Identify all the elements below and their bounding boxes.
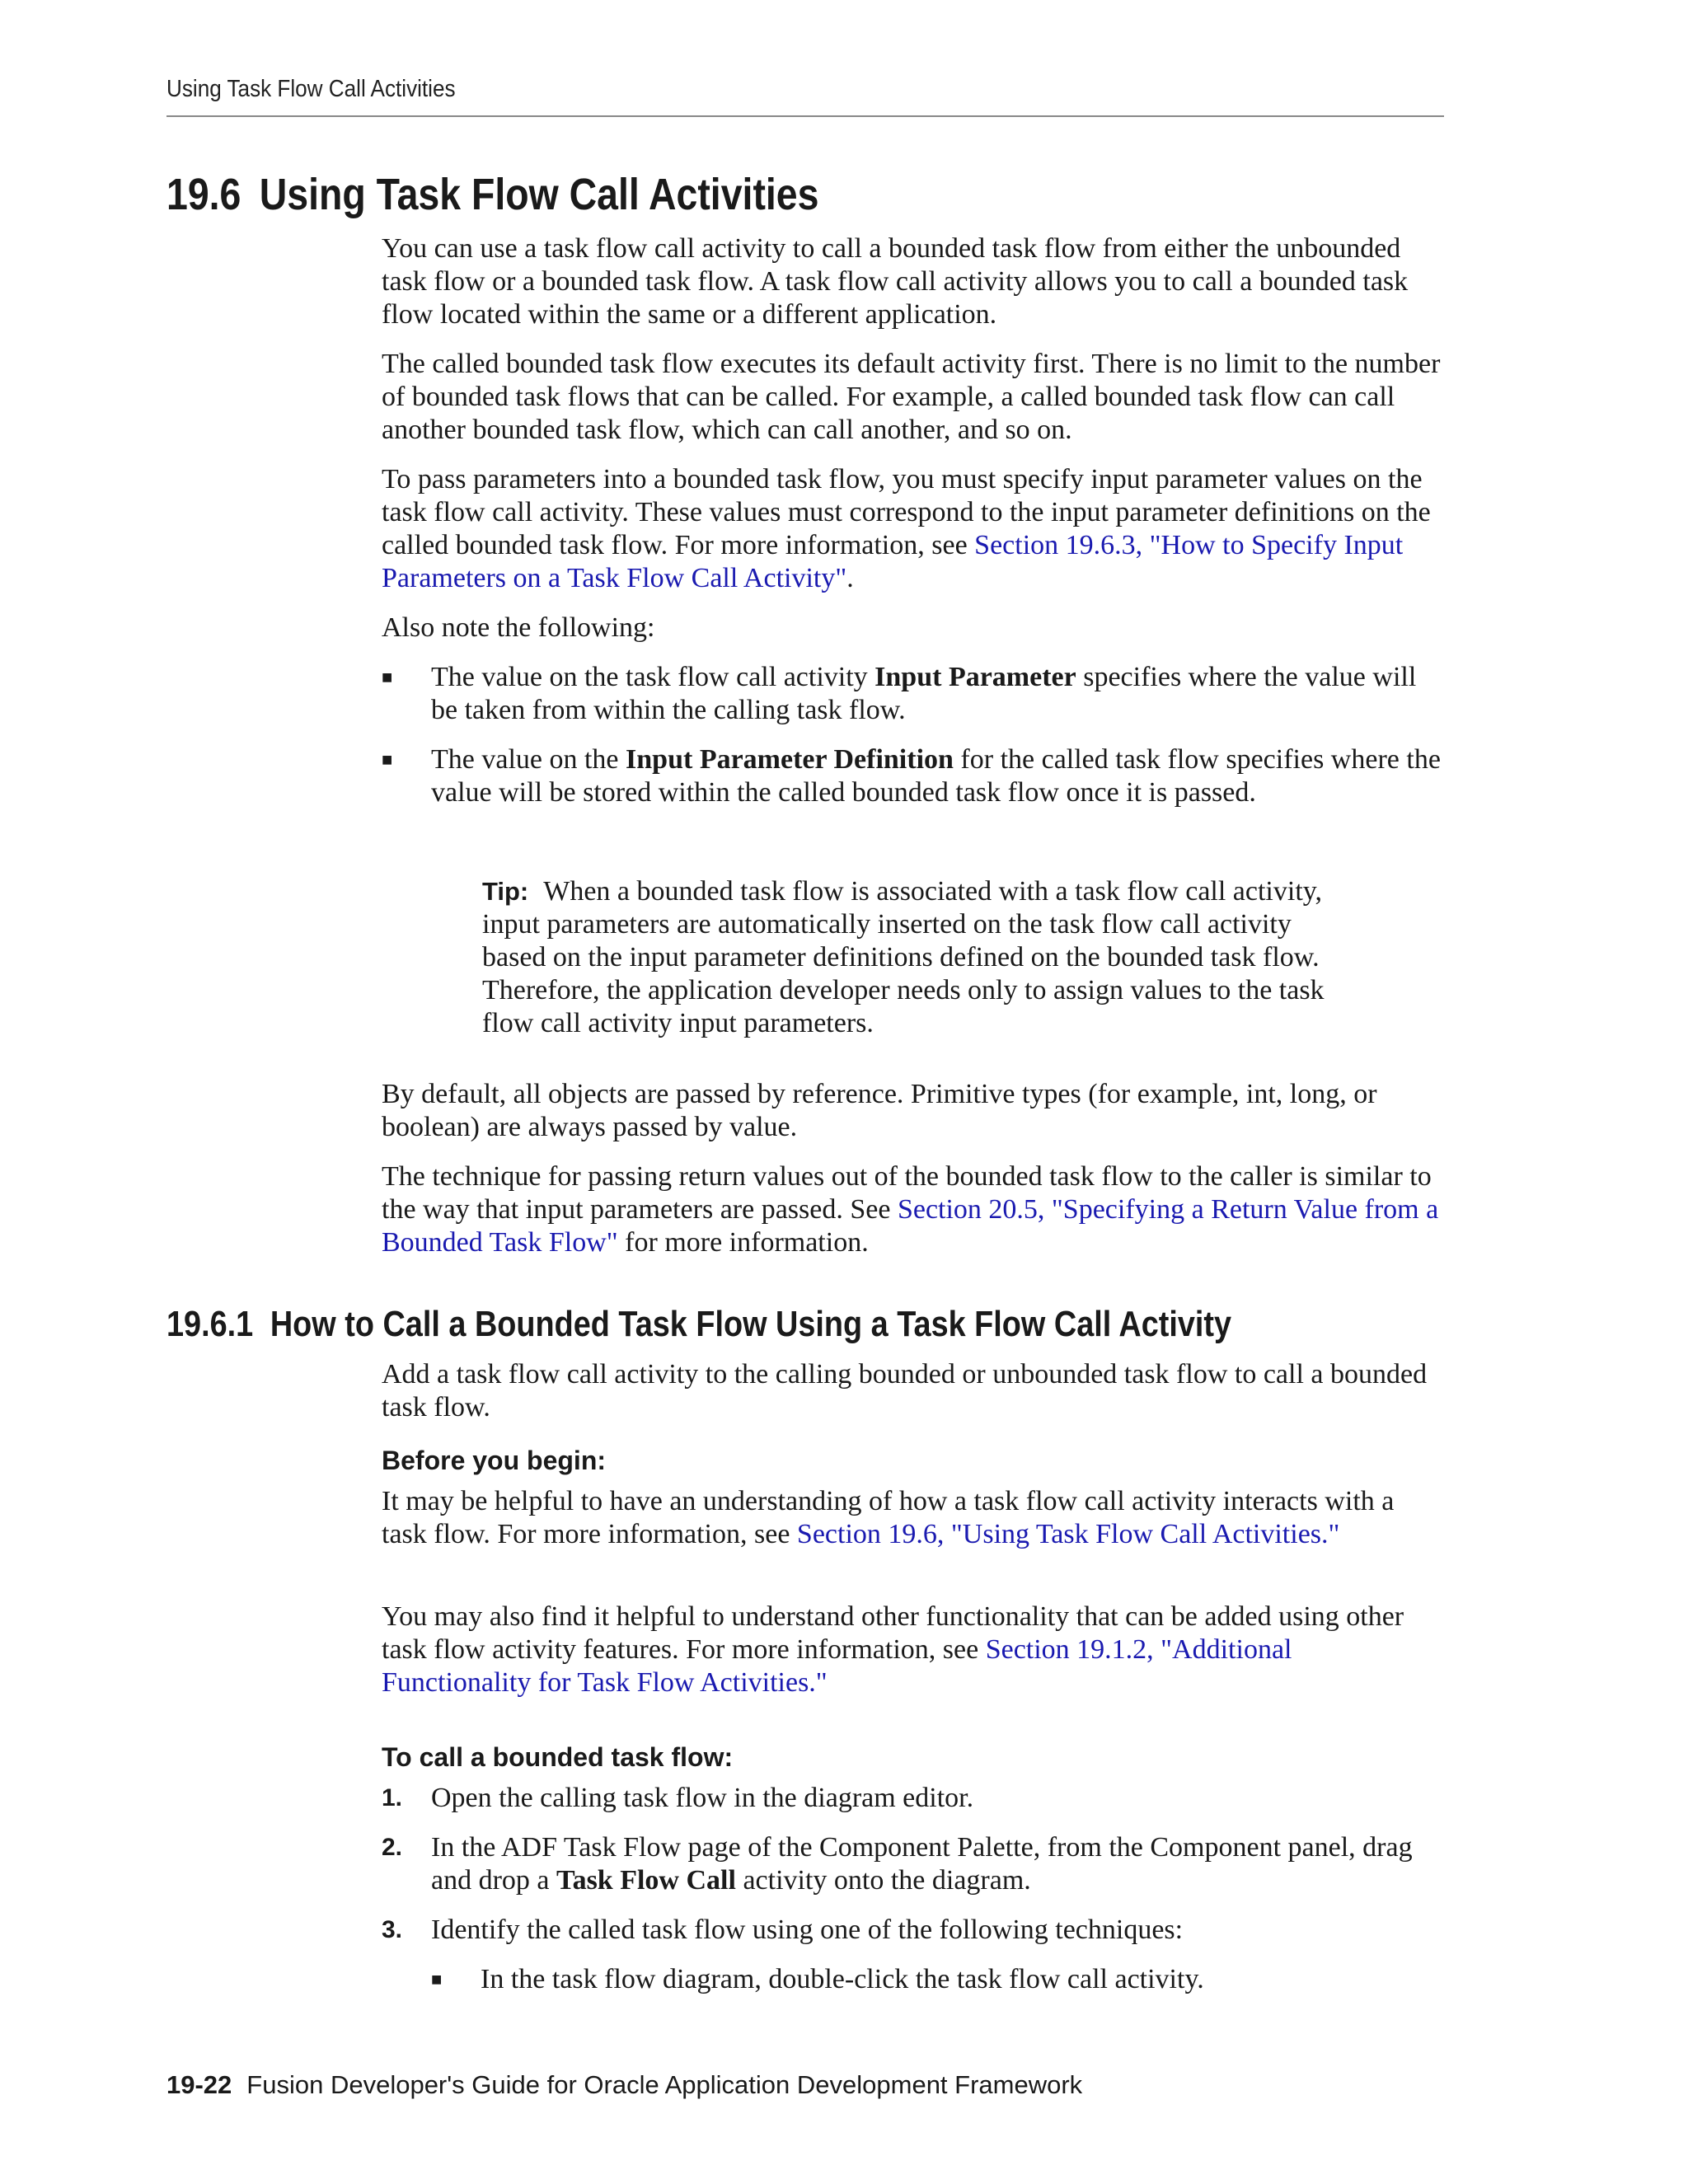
paragraph-text: Add a task flow call activity to the calling bounded or unbounded task flow to call a bounded task flow.	[382, 1359, 1428, 1422]
bullet-icon: ■	[382, 749, 393, 770]
tip-label: Tip:	[482, 877, 529, 906]
book-title: Fusion Developer's Guide for Oracle Application Development Framework	[246, 2070, 1083, 2099]
procedure-sub-bullet	[431, 1963, 1494, 1996]
bullet-text: In the task flow diagram, double-click the task flow call activity.	[481, 1964, 1204, 1994]
paragraph-text: By default, all objects are passed by reference. Primitive types (for example, int, long, or boolean) are always passed by value.	[382, 1079, 1377, 1142]
bullet-text: for the called task flow specifies where the value will be stored within the called bounded task flow once it is passed.	[431, 744, 1441, 808]
page-footer	[166, 2070, 1082, 2100]
step-bold-term: Task Flow Call	[556, 1865, 736, 1896]
tip-note	[482, 875, 1356, 1040]
paragraph-return-values	[382, 1160, 1445, 1259]
procedure-step-2	[382, 1831, 1445, 1897]
subsection-number: 19.6.1	[166, 1304, 254, 1344]
before-you-begin-heading	[382, 1444, 1445, 1477]
intro-paragraph-2	[382, 348, 1445, 447]
bullet-text: specifies where the value will be taken from within the calling task flow.	[431, 662, 1417, 725]
section-heading	[166, 169, 818, 220]
step-number: 2.	[382, 1834, 403, 1861]
bullet-text: The value on the task flow call activity	[431, 662, 875, 692]
bullet-icon: ■	[382, 667, 393, 687]
subsection-paragraph-2	[382, 1485, 1445, 1551]
intro-paragraph-3	[382, 463, 1445, 595]
paragraph-text: It may be helpful to have an understanding of how a task flow call activity interacts with a task flow. For more information, see	[382, 1486, 1395, 1549]
note-intro	[382, 612, 1445, 644]
bullet-bold-term: Input Parameter Definition	[626, 744, 954, 775]
paragraph-text: To pass parameters into a bounded task flow, you must specify input parameter values on the task flow call activity. These values must correspond to the input parameter definitions on the called bounded task flow. For more information, see	[382, 464, 1431, 560]
paragraph-text: The called bounded task flow executes its default activity first. There is no limit to the number of bounded task flows that can be called. For example, a called bounded task flow can call another bounded task flow, which can call another, and so on.	[382, 349, 1441, 445]
paragraph-pass-by-reference	[382, 1078, 1445, 1144]
step-text: Open the calling task flow in the diagram editor.	[431, 1783, 974, 1813]
link-section-19-1-2[interactable]: Section 19.1.2, "Additional Functionality for Task Flow Activities."	[382, 1634, 1292, 1698]
bullet-bold-term: Input Parameter	[874, 662, 1076, 692]
subsection-paragraph-3	[382, 1601, 1445, 1699]
tip-text: When a bounded task flow is associated with a task flow call activity, input parameters are automatically inserted on the task flow call activity based on the input parameter definitions defined on the bounded task flow. Therefore, the application developer needs only to assign values to the task flow call activity input parameters.	[482, 876, 1325, 1038]
link-section-19-6-3[interactable]: Section 19.6.3, "How to Specify Input Parameters on a Task Flow Call Activity"	[382, 530, 1404, 593]
procedure-step-1	[382, 1782, 1445, 1815]
intro-paragraph-1	[382, 232, 1445, 331]
paragraph-text: for more information.	[617, 1227, 869, 1258]
step-text: In the ADF Task Flow page of the Component Palette, from the Component panel, drag and drop a	[431, 1832, 1413, 1896]
bullet-icon: ■	[431, 1969, 443, 1990]
section-number: 19.6	[166, 170, 241, 219]
step-number: 3.	[382, 1916, 403, 1943]
bullet-item	[382, 743, 1445, 809]
paragraph-text: You may also find it helpful to understand other functionality that can be added using other task flow activity features. For more information, see	[382, 1601, 1404, 1665]
subsection-heading	[166, 1304, 1231, 1345]
paragraph-text: The technique for passing return values out of the bounded task flow to the caller is similar to the way that input parameters are passed. See	[382, 1161, 1432, 1225]
procedure-step-3	[382, 1914, 1445, 1947]
subhead-text: To call a bounded task flow:	[382, 1742, 734, 1772]
paragraph-text: You can use a task flow call activity to call a bounded task flow from either the unbounded task flow or a bounded task flow. A task flow call activity allows you to call a bounded task flow located within the same or a different application.	[382, 233, 1409, 330]
subhead-text: Before you begin:	[382, 1446, 607, 1475]
page-number: 19-22	[166, 2070, 232, 2099]
procedure-heading	[382, 1741, 1445, 1774]
section-title: Using Task Flow Call Activities	[259, 170, 819, 219]
bullet-text: The value on the	[431, 744, 626, 775]
bullet-item	[382, 661, 1445, 727]
subsection-paragraph-1	[382, 1358, 1445, 1424]
step-text: activity onto the diagram.	[735, 1865, 1031, 1896]
step-text: Identify the called task flow using one of the following techniques:	[431, 1915, 1184, 1945]
step-number: 1.	[382, 1784, 403, 1811]
paragraph-end: .	[846, 563, 854, 593]
link-section-20-5[interactable]: Section 20.5, "Specifying a Return Value from a Bounded Task Flow"	[382, 1194, 1439, 1258]
link-section-19-6[interactable]: Section 19.6, "Using Task Flow Call Activities."	[796, 1519, 1340, 1549]
paragraph-text: Also note the following:	[382, 612, 655, 643]
running-header: Using Task Flow Call Activities	[166, 76, 456, 102]
subsection-title: How to Call a Bounded Task Flow Using a Task Flow Call Activity	[270, 1304, 1232, 1344]
header-divider	[166, 115, 1444, 117]
